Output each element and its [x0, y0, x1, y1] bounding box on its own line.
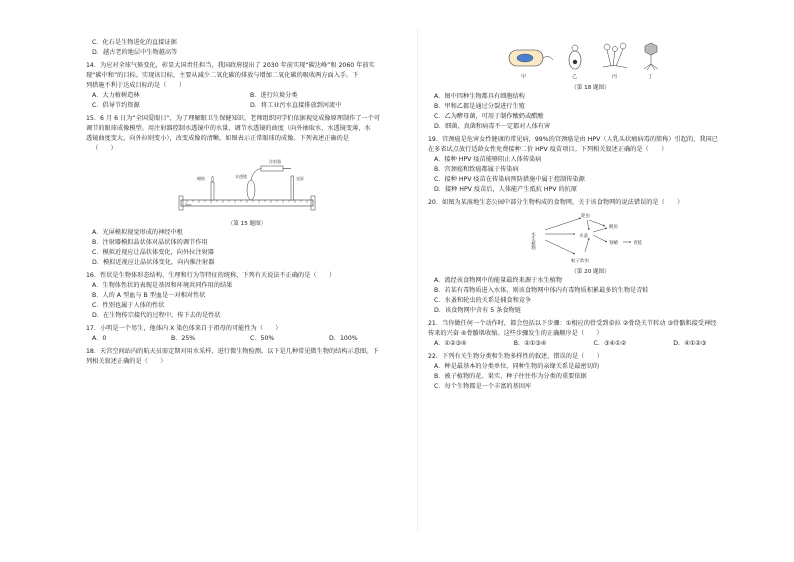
q18-option-a: A．图中四种生物都具有细胞结构: [434, 93, 525, 100]
q14-options-row-1: [86, 91, 408, 101]
q18-option-b: B．甲和乙都是通过分裂进行生殖: [434, 103, 525, 110]
column-divider: [417, 30, 418, 530]
q17-option-c: C．50%: [250, 335, 275, 342]
q21-option-c: C．③④①②: [593, 340, 627, 347]
syringe-label: 注射器: [269, 159, 281, 164]
q13-option-d: D．越古老的地层中生物越高等: [92, 49, 178, 56]
q22-stem-line-1: 22．下列有关生物分类和生物多样性的叙述，错误的是（ ）: [428, 353, 603, 360]
q19-stem-line-1: 19．宫颈癌是危害女性健康的常见病，99%的宫颈癌是由 HPV（人乳头状瘤病毒的简称）引起的，我国已: [428, 136, 718, 143]
virus-icon: [644, 43, 658, 70]
figure-label-ding: 丁: [647, 74, 653, 80]
q21-option-a: A．①②③④: [434, 340, 467, 347]
q14-option-d: D．将工业污水直接排放到河流中: [250, 102, 342, 109]
microbes-figure: [491, 40, 691, 82]
q15-option-d: D．模拟近视应让晶状体变化，向内推注射器: [92, 259, 215, 266]
water-lens-shape: [247, 180, 255, 200]
candle-label: 蜡烛: [197, 176, 205, 181]
q18-stem-line-1: 18．天宫空间站内的航天员需定期对用水采样，进行微生物检测。以下是几种常见微生物的结构示意图。下: [86, 348, 379, 355]
q15-option-c: C．模拟近视应让晶状体变化，向外拉注射器: [92, 249, 214, 256]
q20-option-a: A．流经该食物网中的能量最终来源于水生植物: [434, 277, 562, 284]
q14-option-b: B．进行垃圾分类: [250, 92, 298, 99]
food-web-figure: [531, 210, 651, 266]
q16-option-d: D．在生物传宗接代的过程中，传下去的是性状: [92, 312, 221, 319]
food-web-node-frog: 青蛙: [632, 241, 642, 246]
q15-stem-line-3: 透镜曲度变大，向外拉则变小），改变成像的清晰。如图表示正常眼球的成像。下列表述正确的是: [86, 135, 349, 142]
ruler-zero-label: 0cm: [185, 202, 192, 207]
q21-stem-line-1: 21．当你做任何一个动作时，都会包括以下步骤：①相应的骨受到牵拉 ②骨绕关节转动 ③骨骼肌接受神经: [428, 320, 717, 327]
bacterium-icon: [509, 50, 553, 66]
q19-option-c: C．接种 HPV 疫苗在传染病预防措施中属于控制传染源: [434, 176, 585, 183]
yeast-icon: [569, 45, 581, 69]
left-column: [86, 38, 408, 367]
q14-option-a: A．大力植树造林: [92, 92, 140, 99]
q20-figure-caption: （第 20 题图）: [571, 269, 610, 275]
q16-option-a: A．生物体性状的表现是基因和环境共同作用的结果: [92, 282, 233, 289]
q21-option-b: B．②①③④: [513, 340, 547, 347]
q22-option-b: B．被子植物的花、果实、种子往往作为分类的重要依据: [434, 373, 587, 380]
q14-stem-line-2: 现“碳中和”的目标。实现该目标，主要从减少二氧化碳的排放与增加二氧化碳的吸收两方面入手。下: [86, 72, 359, 79]
q17-option-d: D．100%: [329, 335, 358, 342]
q20-option-c: C．水蚤和轮虫的关系是捕食和竞争: [434, 297, 532, 304]
screen-shape: [291, 176, 294, 200]
question-20: [428, 198, 753, 316]
q16-option-c: C．性别也属于人体的性状: [92, 302, 165, 309]
q18-option-c: C．乙为酵母菌，可用于制作酸奶或醋酸: [434, 113, 544, 120]
mold-icon: [603, 43, 627, 68]
food-web-node-rotifer: 轮虫: [580, 214, 590, 219]
q19-option-b: B．宫颈癌和致癌都属于传染病: [434, 166, 519, 173]
figure-label-bing: 丙: [611, 74, 617, 80]
q15-option-a: A．光屏模拟视觉形成的神经中枢: [92, 229, 183, 236]
q20-option-b: B．若某有毒物质进入水体，则该食物网中体内有毒物质积累最多的生物是青蛙: [434, 287, 649, 294]
q21-option-d: D．④①②③: [673, 340, 707, 347]
q14-stem-line-1: 14．为应对全球气候变化，彰显大国责任担当，我国政府提出了 2030 年前实现“碳达峰”和 2060 年前实: [86, 62, 375, 69]
question-21: [428, 319, 753, 349]
q15-figure-caption: （第 15 题图）: [227, 221, 267, 227]
q20-option-d: D．该食物网中含有 5 条食物链: [434, 307, 521, 314]
q17-stem-line-1: 17．小明是一个男生，他体内 X 染色体来自于祖母的可能性为（ ）: [86, 325, 282, 332]
question-17: [86, 324, 408, 344]
question-19: [428, 135, 753, 195]
question-15: [86, 114, 408, 268]
q21-options-row: [428, 339, 753, 349]
q17-option-b: B．25%: [171, 335, 196, 342]
q20-stem-line-1: 20．如图为某湿地生态公园中部分生物构成的食物网，关于该食物网的说法错误的是（ ）: [428, 199, 684, 206]
q18-option-d: D．细菌、真菌和病毒不一定都对人体有害: [434, 123, 551, 130]
q18-figure-caption: （第 18 题图）: [571, 85, 610, 91]
q22-option-a: A．种是最基本的分类单位，同种生物的亲缘关系是最密切的: [434, 363, 600, 370]
q14-options-row-2: [86, 101, 408, 111]
water-lens-label: 水透镜: [235, 174, 247, 179]
q19-option-a: A．接种 HPV 疫苗能够阻止人体传染病: [434, 156, 542, 163]
q22-option-c: C．每个生物都是一个丰富的基因库: [434, 383, 532, 390]
q15-stem-line-4: （ ）: [92, 145, 117, 152]
candle-shape: [211, 182, 214, 200]
q17-option-a: A．0: [92, 335, 107, 342]
question-14: [86, 61, 408, 111]
q13-option-c: C．化石是生物进化的直接证据: [92, 39, 177, 46]
food-web-node-carp: 鲢鱼: [608, 225, 618, 230]
question-22: [428, 352, 753, 392]
q15-stem-line-1: 15．6 月 6 日为“全国爱眼日”，为了理解眼卫生保健知识，老师组织同学们依据视觉成像原理制作了一个可: [86, 115, 381, 122]
food-web-node-daphnia: 水蚤: [578, 234, 588, 239]
food-web-node-water-boatman: 划蝽: [608, 241, 618, 246]
right-column: [428, 38, 753, 392]
food-web-node-mosquito-larva: 蚊子幼虫: [570, 259, 589, 264]
figure-label-yi: 乙: [571, 74, 577, 80]
q18-stem-line-2: 列相关叙述正确的是（ ）: [86, 358, 167, 365]
q16-option-b: B．人的 A 型血与 B 型血是一对相对性状: [92, 292, 206, 299]
q15-stem-line-2: 调节的眼球成像模型。用注射器控制水透镜中的水量，调节水透镜的曲度（向外抽取水，水透镜变薄，水: [86, 125, 371, 132]
q21-stem-line-2: 传来的兴奋 ④骨骼肌收缩。这些步骤发生的正确顺序是（ ）: [428, 330, 603, 337]
question-18: [86, 347, 408, 367]
q17-options-row: [86, 334, 408, 344]
q15-option-b: B．注射器模拟晶状体对晶状体的调节作用: [92, 239, 208, 246]
figure-label-jia: 甲: [520, 74, 526, 80]
q19-option-d: D．接种 HPV 疫苗后，人体能产生抵抗 HPV 的抗原: [434, 186, 578, 193]
q14-stem-line-3: 列措施不利于达成目标的是（ ）: [86, 82, 185, 89]
screen-label: 光屏: [296, 176, 304, 181]
q14-option-c: C．倡导节约资源: [92, 102, 140, 109]
eye-model-figure: [177, 156, 317, 218]
question-16: [86, 271, 408, 321]
syringe-shape: [261, 166, 283, 171]
q16-stem-line-1: 16．性状是生物体形态结构、生理和行为等特征的统称，下列有关说法不正确的是（ ）: [86, 272, 336, 279]
q19-stem-line-2: 在多省试点放行适龄女性免费接种二价 HPV 疫苗项目。下列相关叙述正确的是（ ）: [428, 146, 668, 153]
food-web-producer: 水生植物: [530, 232, 535, 250]
